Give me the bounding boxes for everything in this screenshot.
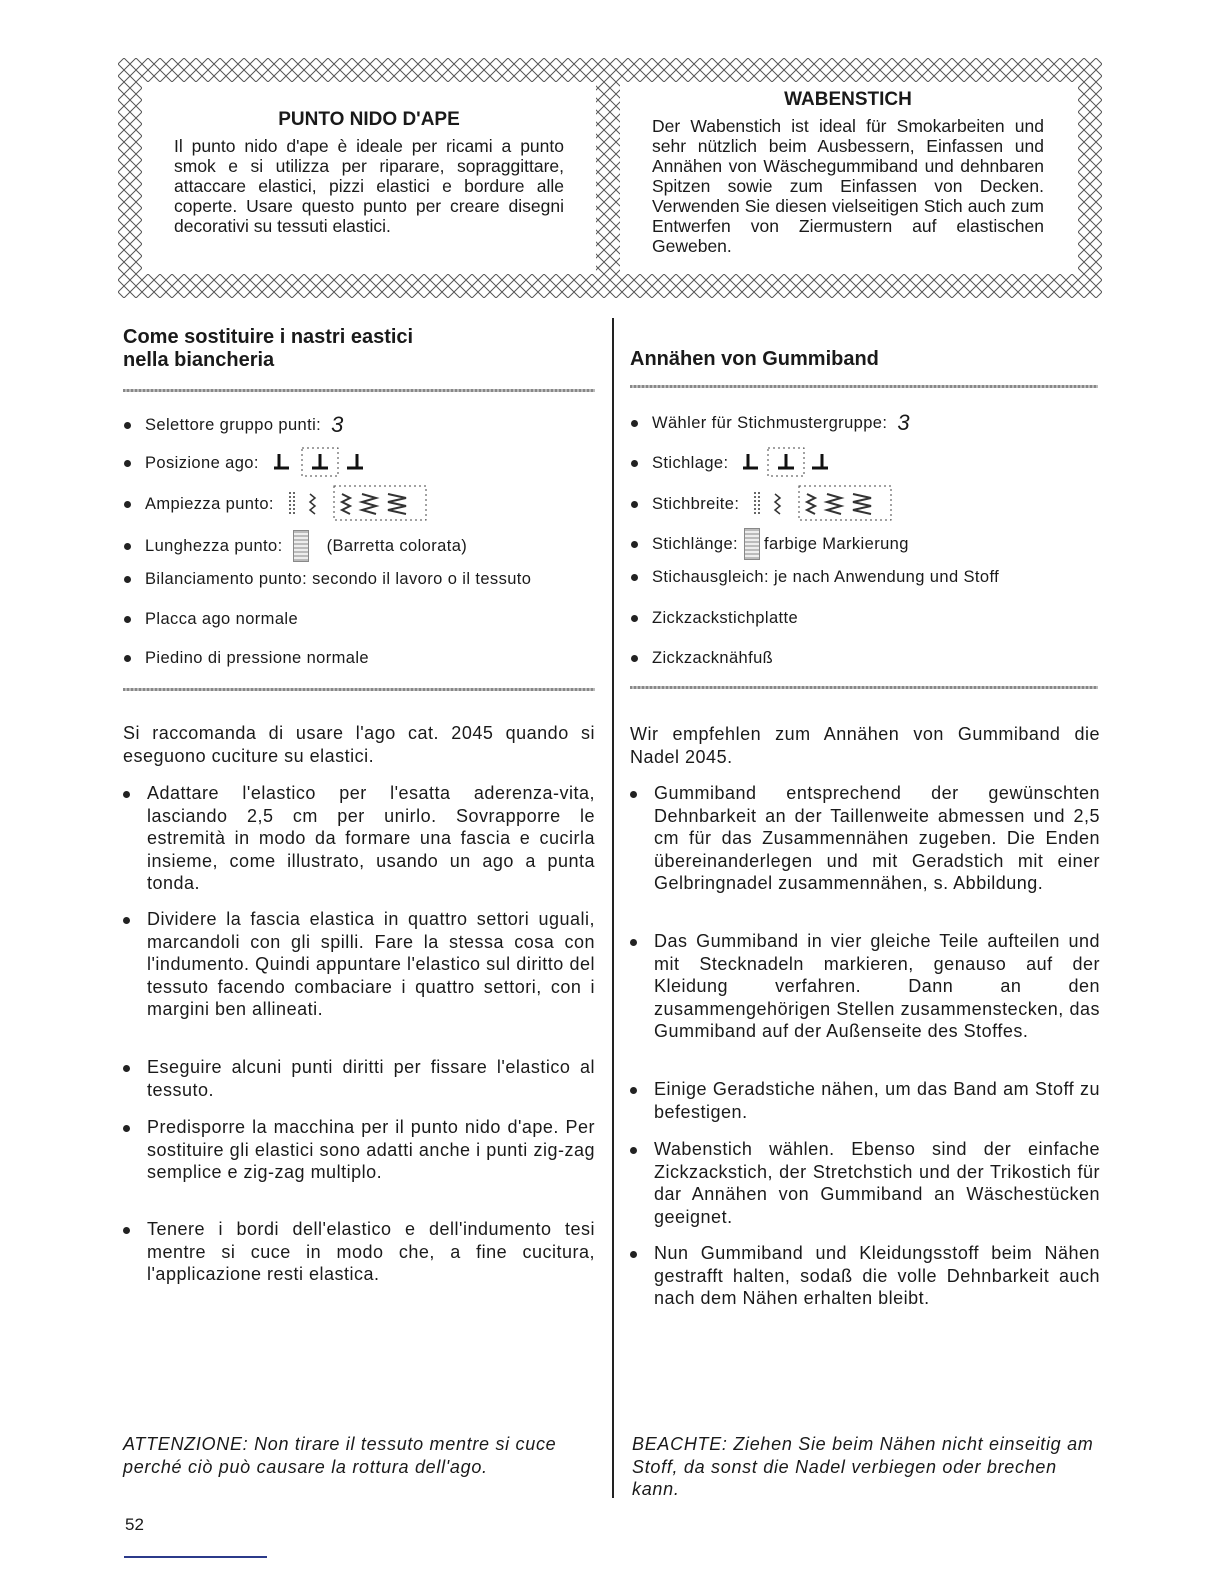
setting-item — [124, 649, 369, 668]
rule-bottom-italian — [123, 688, 595, 691]
list-item: Dividere la fascia elastica in quattro settori uguali, marcandoli con gli spilli. Fare la stessa cosa con l'indumento. Quindi appuntare l'elastico sul diritto del tessuto facendo combaciare i quattro settori, con i margini ben allineati. — [123, 908, 595, 1021]
heading-german: Annähen von Gummiband — [630, 348, 879, 370]
list-item: Eseguire alcuni punti diritti per fissare l'elastico al tessuto. — [123, 1056, 595, 1101]
setting-label: Wähler für Stichmustergruppe: — [652, 413, 888, 432]
setting-label: Lunghezza punto: — [145, 536, 283, 555]
setting-label: Stichlänge: — [652, 534, 739, 553]
page-number: 52 — [125, 1515, 144, 1534]
needle-position-icon — [738, 446, 838, 480]
stitch-info-frame — [118, 58, 1102, 298]
bullet-icon — [631, 655, 638, 662]
setting-item — [631, 446, 838, 480]
setting-label: Zickzacknähfuß — [652, 649, 774, 667]
rule-bottom-german — [630, 686, 1098, 689]
bullet-icon — [630, 1251, 637, 1258]
setting-label: Selettore gruppo punti: — [145, 415, 322, 434]
bullet-icon — [631, 574, 638, 581]
setting-label: Posizione ago: — [145, 453, 259, 472]
bullet-icon — [124, 576, 131, 583]
bullet-icon — [630, 1147, 637, 1154]
length-note: (Barretta colorata) — [326, 536, 468, 555]
bullet-icon — [630, 1087, 637, 1094]
stitch-width-icon — [749, 484, 899, 524]
length-bar-icon — [293, 530, 309, 562]
list-item: Gummiband entsprechend der gewünschten Dehnbarkeit an der Taillenweite abmessen und 2,5 cm für das Zusammennähen zugeben. Die Enden übereinanderlegen und mit Geradstich mit einer Gelbringnadel zusammennähen, s. Abbildung. — [630, 782, 1100, 895]
list-item: Nun Gummiband und Kleidungsstoff beim Nähen gestrafft halten, sodaß die volle Dehnbarkeit auch nach dem Nähen erhalten bleibt. — [630, 1242, 1100, 1310]
setting-item — [124, 570, 531, 589]
heading-italian-line1: Come sostituire i nastri eastici — [123, 326, 414, 348]
bullet-icon — [123, 1125, 130, 1132]
setting-item — [124, 610, 298, 629]
heading-italian-line2: nella biancheria — [123, 349, 275, 371]
setting-item — [124, 446, 369, 480]
bullet-icon — [124, 543, 131, 550]
list-item: Tenere i bordi dell'elastico e dell'indumento tesi mentre si cuce in modo che, a fine cucitura, l'applicazione resti elastica. — [123, 1218, 595, 1286]
setting-label: Placca ago normale — [145, 610, 299, 628]
rule-top-italian — [123, 389, 595, 392]
stitch-group-value: 3 — [897, 410, 910, 435]
setting-label: Piedino di pressione normale — [145, 649, 369, 667]
box-text-italian: Il punto nido d'ape è ideale per ricami a punto smok e si utilizza per riparare, sopraggittare, attaccare elastici, pizzi elastici e bordure alle coperte. Usare questo punto per creare disegni decorativi su tessuti elastici. — [174, 136, 564, 236]
bullet-icon — [630, 939, 637, 946]
warning-note-italian: ATTENZIONE: Non tirare il tessuto mentre si cuce perché ciò può causare la rottura dell'ago. — [123, 1434, 557, 1477]
stitch-group-value: 3 — [331, 412, 344, 437]
setting-item — [631, 568, 999, 587]
bullet-icon — [124, 460, 131, 467]
bullet-icon — [124, 655, 131, 662]
list-item: Predisporre la macchina per il punto nido d'ape. Per sostituire gli elastici sono adatti anche i punti zig-zag semplice e zig-zag multiplo. — [123, 1116, 595, 1184]
setting-item — [631, 528, 909, 560]
setting-label: Stichlage: — [652, 453, 729, 472]
length-note: farbige Markierung — [764, 534, 909, 553]
bullet-icon — [630, 791, 637, 798]
bullet-icon — [124, 501, 131, 508]
bullet-icon — [123, 1227, 130, 1234]
setting-label: Stichbreite: — [652, 494, 740, 513]
list-item: Das Gummiband in vier gleiche Teile aufteilen und mit Stecknadeln markieren, genauso auf der Kleidung verfahren. Dann an den zusammengehörigen Stellen zusammenstecken, das Gummiband auf der Außenseite des Stoffes. — [630, 930, 1100, 1043]
box-text-german: Der Wabenstich ist ideal für Smokarbeiten und sehr nützlich beim Ausbessern, Einfassen und Annähen von Wäschegummiband und dehnbaren Spitzen sowie zum Einfassen von Decken. Verwenden Sie diesen vielseitigen Stich auch zum Entwerfen von Ziermustern auf elastischen Geweben. — [652, 116, 1044, 256]
warning-note-german: BEACHTE: Ziehen Sie beim Nähen nicht einseitig am Stoff, da sonst die Nadel verbiegen oder brechen kann. — [632, 1434, 1094, 1499]
rule-top-german — [630, 385, 1098, 388]
footer-line — [124, 1556, 267, 1558]
bullet-icon — [123, 791, 130, 798]
bullet-icon — [631, 615, 638, 622]
heading-italian — [123, 326, 413, 372]
setting-item — [631, 484, 899, 524]
setting-item — [631, 649, 773, 668]
column-divider — [612, 318, 614, 1498]
bullet-icon — [124, 616, 131, 623]
setting-item — [124, 530, 467, 562]
stitch-width-icon — [284, 484, 434, 524]
box-title-italian: PUNTO NIDO D'APE — [278, 109, 460, 130]
list-item: Einige Geradstiche nähen, um das Band am Stoff zu befestigen. — [630, 1078, 1100, 1123]
box-german — [652, 90, 1044, 256]
bullet-icon — [631, 460, 638, 467]
list-item: Wabenstich wählen. Ebenso sind der einfache Zickzackstich, der Stretchstich und der Trikostich für dar Annähen von Gummiband an Wäschestücken geeignet. — [630, 1138, 1100, 1228]
setting-label: Ampiezza punto: — [145, 494, 274, 513]
box-italian — [174, 110, 564, 236]
intro-italian: Si raccomanda di usare l'ago cat. 2045 quando si eseguono cuciture su elastici. — [123, 723, 595, 766]
setting-item — [631, 410, 910, 436]
box-title-german: WABENSTICH — [784, 89, 912, 110]
setting-item — [124, 484, 434, 524]
list-item: Adattare l'elastico per l'esatta aderenza-vita, lasciando 2,5 cm per unirlo. Sovrapporre le estremità in modo da formare una fascia e cucirla insieme, come illustrato, usando un ago a punta tonda. — [123, 782, 595, 895]
setting-item — [631, 609, 798, 628]
intro-german: Wir empfehlen zum Annähen von Gummiband die Nadel 2045. — [630, 724, 1100, 767]
bullet-icon — [123, 1065, 130, 1072]
setting-label: Zickzackstichplatte — [652, 609, 799, 627]
setting-label: Stichausgleich: je nach Anwendung und Stoff — [652, 568, 1000, 586]
needle-position-icon — [269, 446, 369, 480]
setting-label: Bilanciamento punto: secondo il lavoro o il tessuto — [145, 570, 532, 588]
length-bar-icon — [744, 528, 760, 560]
bullet-icon — [124, 422, 131, 429]
bullet-icon — [631, 541, 638, 548]
setting-item — [124, 412, 344, 438]
bullet-icon — [631, 501, 638, 508]
bullet-icon — [631, 420, 638, 427]
bullet-icon — [123, 917, 130, 924]
